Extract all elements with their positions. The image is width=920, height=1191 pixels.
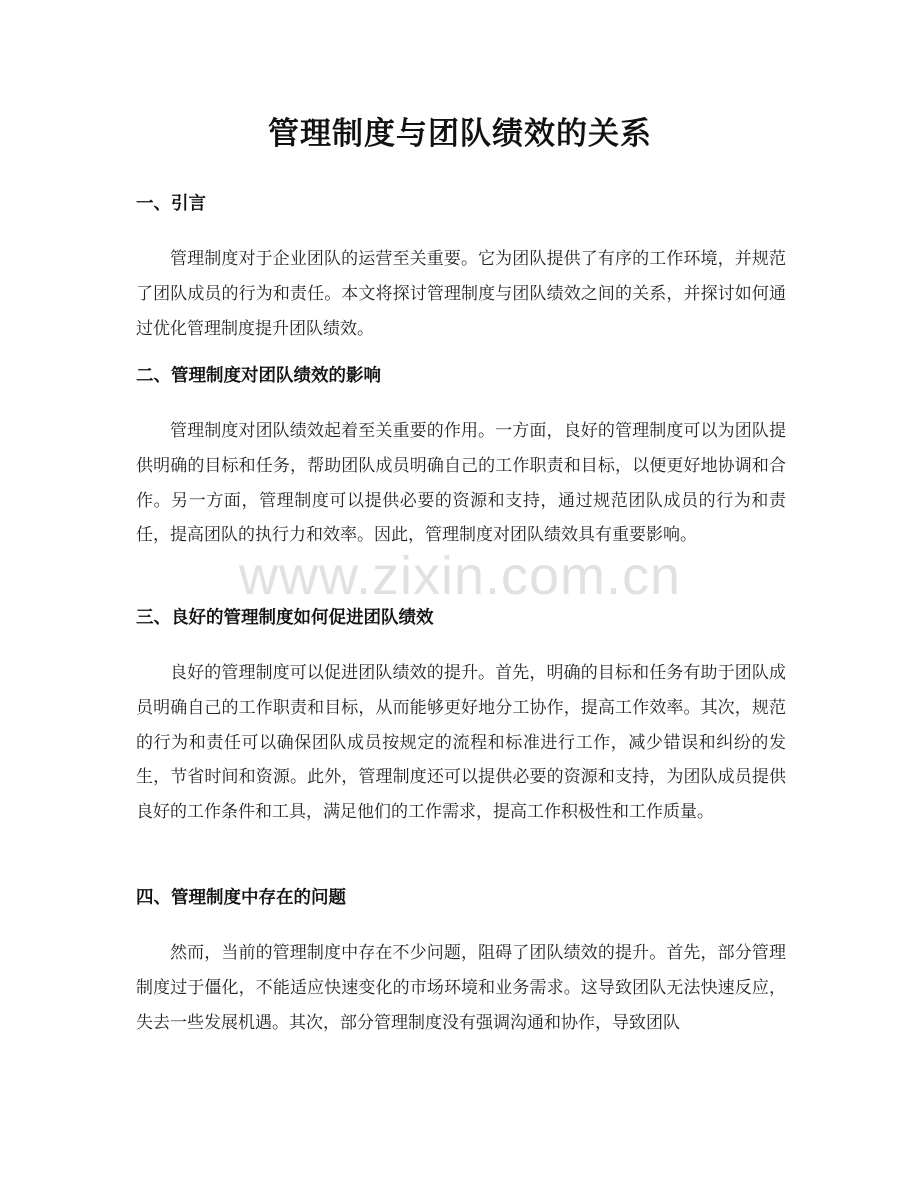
watermark-text: www.zixin.com.cn [238,546,682,606]
section-promotion [136,606,786,830]
document-title: 管理制度与团队绩效的关系 [268,116,652,152]
section-paragraph: 管理制度对于企业团队的运营至关重要。它为团队提供了有序的工作环境，并规范了团队成员的行为和责任。本文将探讨管理制度与团队绩效之间的关系，并探讨如何通过优化管理制度提升团队绩效。 [136,249,786,339]
section-heading: 二、管理制度对团队绩效的影响 [136,366,381,386]
section-impact [136,364,786,553]
section-paragraph: 管理制度对团队绩效起着至关重要的作用。一方面，良好的管理制度可以为团队提供明确的目标和任务，帮助团队成员明确自己的工作职责和目标，以便更好地协调和合作。另一方面，管理制度可以提供必要的资源和支持，通过规范团队成员的行为和责任，提高团队的执行力和效率。因此，管理制度对团队绩效具有重要影响。 [136,421,786,546]
section-heading: 三、良好的管理制度如何促进团队绩效 [136,608,434,628]
section-paragraph: 良好的管理制度可以促进团队绩效的提升。首先，明确的目标和任务有助于团队成员明确自己的工作职责和目标，从而能够更好地分工协作，提高工作效率。其次，规范的行为和责任可以确保团队成员按规定的流程和标准进行工作，减少错误和纠纷的发生，节省时间和资源。此外，管理制度还可以提供必要的资源和支持，为团队成员提供良好的工作条件和工具，满足他们的工作需求，提高工作积极性和工作质量。 [136,663,786,823]
section-introduction [136,192,786,346]
section-problems [136,886,786,1040]
section-heading: 一、引言 [136,194,206,214]
section-heading: 四、管理制度中存在的问题 [136,888,346,908]
section-paragraph: 然而，当前的管理制度中存在不少问题，阻碍了团队绩效的提升。首先，部分管理制度过于僵化，不能适应快速变化的市场环境和业务需求。这导致团队无法快速反应，失去一些发展机遇。其次，部分管理制度没有强调沟通和协作，导致团队 [136,943,786,1033]
